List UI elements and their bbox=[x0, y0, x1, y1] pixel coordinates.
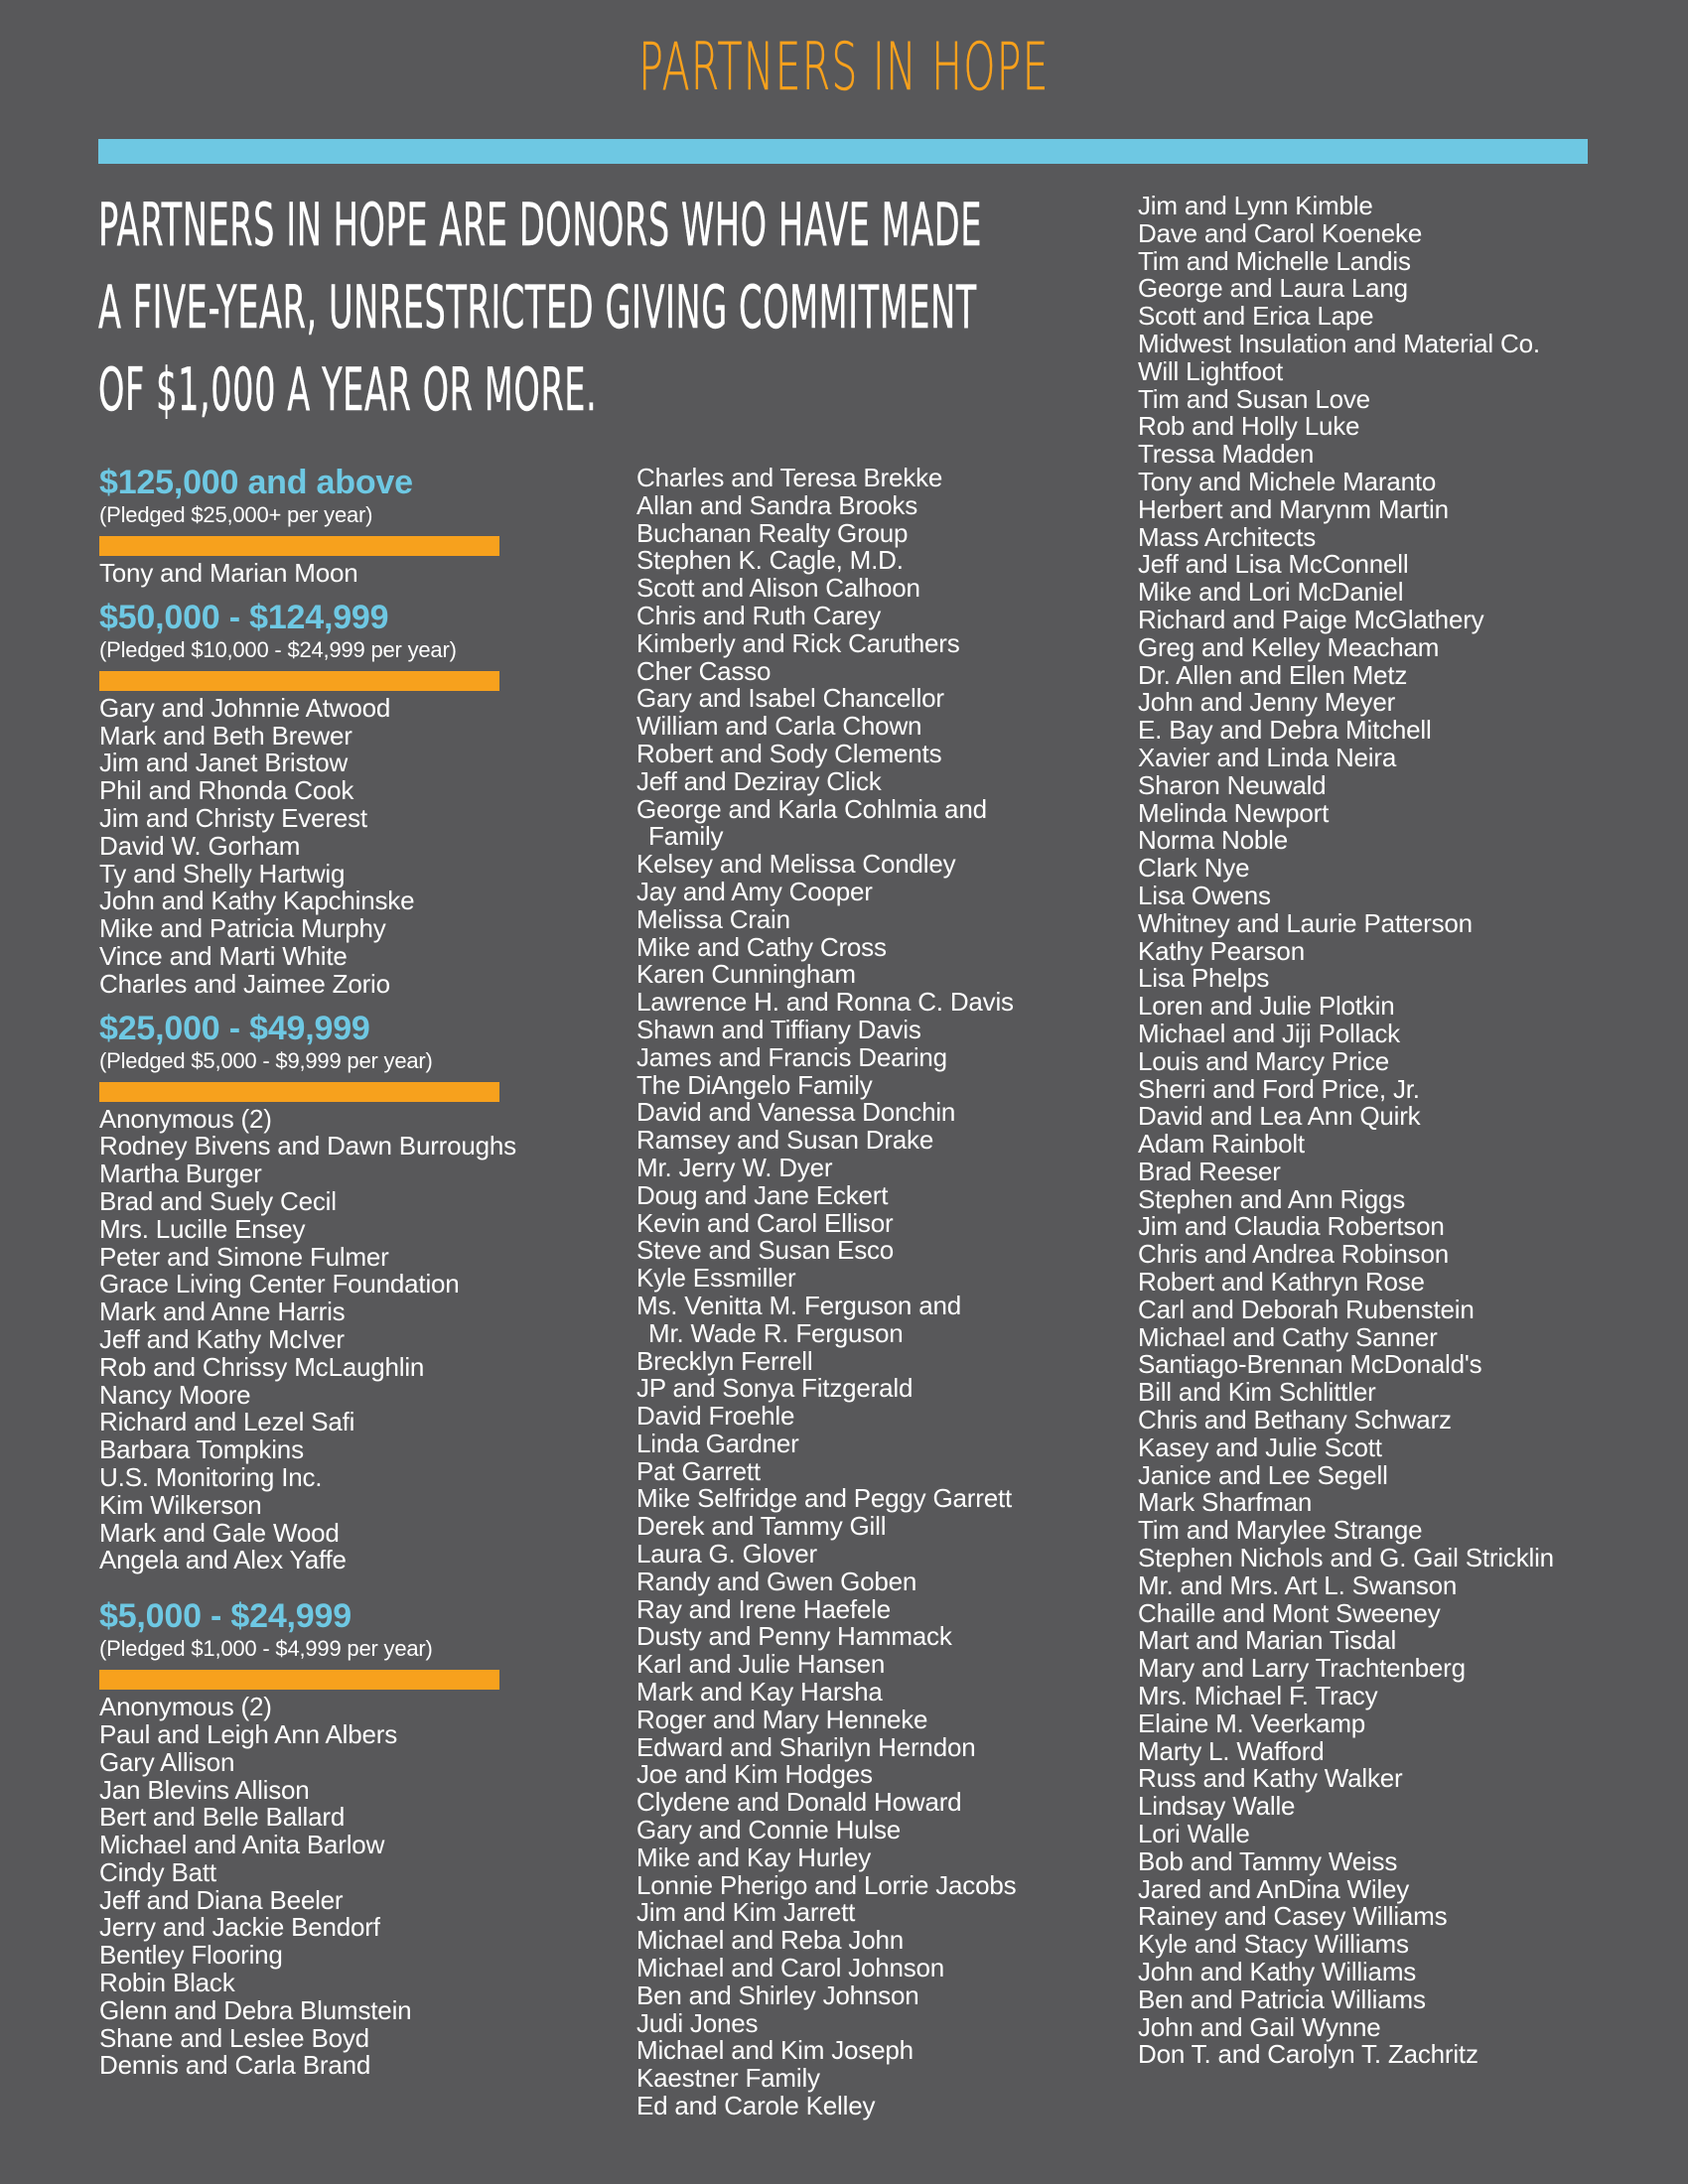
donor-name: Dusty and Penny Hammack bbox=[636, 1621, 952, 1652]
donor-name: Roger and Mary Henneke bbox=[636, 1704, 928, 1734]
donor-name: Mrs. Michael F. Tracy bbox=[1138, 1681, 1378, 1711]
donor-name: Jim and Claudia Robertson bbox=[1138, 1211, 1445, 1242]
donor-name: Michael and Jiji Pollack bbox=[1138, 1018, 1400, 1048]
donor-name: John and Jenny Meyer bbox=[1138, 687, 1396, 718]
donor-name: Greg and Kelley Meacham bbox=[1138, 631, 1440, 662]
donor-name: Rob and Chrissy McLaughlin bbox=[99, 1351, 425, 1382]
donor-name: Mike and Patricia Murphy bbox=[99, 913, 386, 944]
tier-divider-bar bbox=[99, 671, 499, 691]
donor-name: Anonymous (2) bbox=[99, 1103, 272, 1134]
donor-name: Richard and Lezel Safi bbox=[99, 1407, 355, 1437]
donor-name: Robert and Sody Clements bbox=[636, 738, 942, 768]
donor-name: Ben and Patricia Williams bbox=[1138, 1983, 1426, 2014]
donor-name: Jim and Janet Bristow bbox=[99, 748, 349, 778]
donor-name: The DiAngelo Family bbox=[636, 1069, 873, 1100]
donor-name: Dr. Allen and Ellen Metz bbox=[1138, 659, 1408, 690]
donor-name: Randy and Gwen Goben bbox=[636, 1566, 917, 1596]
donor-name: Kyle Essmiller bbox=[636, 1263, 796, 1294]
donor-column-2 bbox=[636, 465, 1133, 2120]
donor-name: Michael and Anita Barlow bbox=[99, 1830, 385, 1860]
donor-name: Mr. and Mrs. Art L. Swanson bbox=[1138, 1570, 1458, 1600]
donor-name: Santiago-Brennan McDonald's bbox=[1138, 1349, 1482, 1380]
donor-name: Scott and Erica Lape bbox=[1138, 301, 1374, 332]
donor-name: Shawn and Tiffiany Davis bbox=[636, 1014, 921, 1044]
tier-pledge: (Pledged $1,000 - $4,999 per year) bbox=[99, 1636, 433, 1662]
donor-name: Jim and Christy Everest bbox=[99, 802, 367, 833]
donor-name: Joe and Kim Hodges bbox=[636, 1759, 873, 1790]
tier-heading: $5,000 - $24,999 bbox=[99, 1597, 352, 1636]
donor-name: John and Kathy Williams bbox=[1138, 1957, 1417, 1986]
donor-name: Allan and Sandra Brooks bbox=[636, 489, 918, 520]
donor-name: Angela and Alex Yaffe bbox=[99, 1545, 347, 1575]
donor-name: Gary and Isabel Chancellor bbox=[636, 683, 944, 714]
donor-name: Steve and Susan Esco bbox=[636, 1235, 895, 1266]
donor-name: Robert and Kathryn Rose bbox=[1138, 1267, 1425, 1297]
donor-name: Jeff and Deziray Click bbox=[636, 765, 882, 796]
donor-name: Marty L. Wafford bbox=[1138, 1735, 1325, 1766]
donor-name: Jim and Kim Jarrett bbox=[636, 1897, 856, 1928]
donor-name: Don T. and Carolyn T. Zachritz bbox=[1138, 2039, 1478, 2070]
donor-name: Michael and Carol Johnson bbox=[636, 1953, 945, 1983]
donor-list bbox=[1138, 193, 1654, 2069]
donor-name: Judi Jones bbox=[636, 2007, 759, 2038]
donor-name: Brad Reeser bbox=[1138, 1156, 1281, 1186]
donor-name: Jeff and Diana Beeler bbox=[99, 1884, 344, 1915]
donor-name: David Froehle bbox=[636, 1401, 795, 1432]
donor-name: Chris and Ruth Carey bbox=[636, 600, 881, 630]
donor-name: Mike Selfridge and Peggy Garrett bbox=[636, 1483, 1013, 1514]
donor-name: Jared and AnDina Wiley bbox=[1138, 1873, 1410, 1904]
donor-name: Charles and Jaimee Zorio bbox=[99, 968, 390, 999]
donor-name: Lawrence H. and Ronna C. Davis bbox=[636, 987, 1014, 1018]
donor-name: Ty and Shelly Hartwig bbox=[99, 858, 346, 888]
donor-name: Ms. Venitta M. Ferguson and bbox=[636, 1290, 961, 1320]
donor-name: Tressa Madden bbox=[1138, 439, 1315, 470]
donor-name: Glenn and Debra Blumstein bbox=[99, 1994, 412, 2025]
donor-name: Mart and Marian Tisdal bbox=[1138, 1625, 1397, 1656]
donor-name: Herbert and Marynm Martin bbox=[1138, 493, 1449, 524]
donor-name: Grace Living Center Foundation bbox=[99, 1269, 460, 1299]
donor-name: Tim and Marylee Strange bbox=[1138, 1515, 1423, 1546]
donor-name: Paul and Leigh Ann Albers bbox=[99, 1718, 398, 1749]
donor-list bbox=[99, 560, 576, 588]
donor-name: U.S. Monitoring Inc. bbox=[99, 1461, 323, 1492]
donor-name: Ray and Irene Haefele bbox=[636, 1593, 891, 1624]
tier-5000 bbox=[99, 1596, 576, 2080]
donor-name: Gary and Johnnie Atwood bbox=[99, 692, 391, 723]
donor-name: Tony and Michele Maranto bbox=[1138, 466, 1437, 496]
donor-name: Sherri and Ford Price, Jr. bbox=[1138, 1073, 1420, 1104]
page-title: PARTNERS IN HOPE bbox=[638, 29, 1050, 105]
donor-name: Carl and Deborah Rubenstein bbox=[1138, 1294, 1475, 1324]
donor-name: Janice and Lee Segell bbox=[1138, 1459, 1388, 1490]
donor-name: Kathy Pearson bbox=[1138, 935, 1305, 966]
donor-name: Kasey and Julie Scott bbox=[1138, 1432, 1382, 1462]
donor-name: Jeff and Lisa McConnell bbox=[1138, 549, 1409, 580]
donor-list bbox=[99, 692, 576, 999]
donor-name: Family bbox=[648, 821, 724, 852]
donor-name: Cindy Batt bbox=[99, 1856, 216, 1887]
donor-name: Jerry and Jackie Bendorf bbox=[99, 1912, 380, 1943]
donor-name: Derek and Tammy Gill bbox=[636, 1511, 887, 1542]
donor-name: Chris and Andrea Robinson bbox=[1138, 1239, 1449, 1270]
intro-text bbox=[98, 185, 982, 432]
tier-125000 bbox=[99, 463, 576, 588]
donor-name: Robin Black bbox=[99, 1968, 235, 1998]
donor-name: Michael and Cathy Sanner bbox=[1138, 1321, 1438, 1352]
donor-name: Mr. Jerry W. Dyer bbox=[636, 1152, 833, 1182]
donor-name: Stephen Nichols and G. Gail Stricklin bbox=[1138, 1543, 1554, 1573]
donor-name: Chaille and Mont Sweeney bbox=[1138, 1597, 1441, 1628]
donor-name: Tim and Michelle Landis bbox=[1138, 245, 1411, 276]
tier-heading: $125,000 and above bbox=[99, 464, 413, 501]
tier-25000 bbox=[99, 1009, 576, 1575]
donor-name: Jan Blevins Allison bbox=[99, 1774, 310, 1805]
tier-pledge: (Pledged $5,000 - $9,999 per year) bbox=[99, 1047, 433, 1073]
donor-name: Mr. Wade R. Ferguson bbox=[648, 1317, 904, 1348]
donor-name: John and Kathy Kapchinske bbox=[99, 886, 415, 916]
donor-name: Mark and Anne Harris bbox=[99, 1297, 346, 1327]
donor-name: George and Laura Lang bbox=[1138, 273, 1408, 304]
tier-divider-bar bbox=[99, 536, 499, 556]
donor-name: Jim and Lynn Kimble bbox=[1138, 191, 1373, 220]
donor-name: Whitney and Laurie Patterson bbox=[1138, 907, 1473, 938]
donor-name: Kyle and Stacy Williams bbox=[1138, 1929, 1409, 1960]
donor-name: Mass Architects bbox=[1138, 521, 1317, 552]
donor-name: Jeff and Kathy McIver bbox=[99, 1323, 345, 1354]
donor-name: John and Gail Wynne bbox=[1138, 2011, 1381, 2042]
donor-name: Vince and Marti White bbox=[99, 940, 348, 971]
donor-name: Mary and Larry Trachtenberg bbox=[1138, 1653, 1466, 1684]
donor-name: Peter and Simone Fulmer bbox=[99, 1241, 389, 1272]
donor-name: Melissa Crain bbox=[636, 903, 790, 934]
donor-name: Lisa Phelps bbox=[1138, 963, 1270, 994]
donor-name: Dennis and Carla Brand bbox=[99, 2050, 371, 2081]
donor-name: Mike and Lori McDaniel bbox=[1138, 577, 1404, 608]
donor-name: Mark and Kay Harsha bbox=[636, 1677, 883, 1707]
donor-name: Tony and Marian Moon bbox=[99, 558, 358, 588]
donor-name: Ben and Shirley Johnson bbox=[636, 1979, 919, 2010]
donor-name: Nancy Moore bbox=[99, 1379, 251, 1410]
tier-50000 bbox=[99, 598, 576, 999]
donor-name: Laura G. Glover bbox=[636, 1539, 817, 1570]
donor-name: Phil and Rhonda Cook bbox=[99, 775, 354, 806]
donor-name: Ed and Carole Kelley bbox=[636, 2091, 876, 2121]
donor-column-3 bbox=[1138, 193, 1654, 2069]
tier-divider-bar bbox=[99, 1082, 499, 1102]
donor-name: Anonymous (2) bbox=[99, 1692, 272, 1722]
tier-pledge: (Pledged $25,000+ per year) bbox=[99, 502, 373, 527]
tier-divider-bar bbox=[99, 1670, 499, 1690]
donor-name: Lori Walle bbox=[1138, 1819, 1250, 1849]
donor-name: Rob and Holly Luke bbox=[1138, 411, 1360, 442]
donor-name: Russ and Kathy Walker bbox=[1138, 1763, 1403, 1794]
donor-name: Sharon Neuwald bbox=[1138, 769, 1327, 800]
donor-name: Martha Burger bbox=[99, 1159, 262, 1189]
donor-name: Will Lightfoot bbox=[1138, 355, 1284, 386]
donor-name: Clydene and Donald Howard bbox=[636, 1787, 962, 1818]
tier-heading: $25,000 - $49,999 bbox=[99, 1009, 370, 1047]
donor-name: Kelsey and Melissa Condley bbox=[636, 849, 956, 880]
intro-line: A FIVE-YEAR, UNRESTRICTED GIVING COMMITMENT bbox=[98, 273, 977, 342]
donor-name: Loren and Julie Plotkin bbox=[1138, 991, 1395, 1022]
donor-name: Mrs. Lucille Ensey bbox=[99, 1213, 306, 1244]
donor-name: Mike and Cathy Cross bbox=[636, 931, 887, 962]
donor-name: Bert and Belle Ballard bbox=[99, 1802, 346, 1833]
donor-name: Louis and Marcy Price bbox=[1138, 1045, 1390, 1076]
donor-name: Scott and Alison Calhoon bbox=[636, 573, 920, 604]
donor-name: Rodney Bivens and Dawn Burroughs bbox=[99, 1131, 516, 1161]
donor-name: Bill and Kim Schlittler bbox=[1138, 1377, 1376, 1408]
donor-name: Tim and Susan Love bbox=[1138, 383, 1370, 414]
donor-name: Lisa Owens bbox=[1138, 880, 1271, 910]
donor-list bbox=[636, 465, 1133, 2120]
donor-name: David and Lea Ann Quirk bbox=[1138, 1101, 1421, 1132]
donor-name: Edward and Sharilyn Herndon bbox=[636, 1731, 976, 1762]
intro-line: PARTNERS IN HOPE ARE DONORS WHO HAVE MADE bbox=[98, 191, 982, 260]
tier-pledge: (Pledged $10,000 - $24,999 per year) bbox=[99, 636, 457, 662]
donor-name: Mark and Gale Wood bbox=[99, 1517, 340, 1548]
donor-name: Mike and Kay Hurley bbox=[636, 1842, 872, 1872]
donor-name: Charles and Teresa Brekke bbox=[636, 463, 943, 492]
donor-name: Buchanan Realty Group bbox=[636, 517, 909, 548]
donor-name: George and Karla Cohlmia and bbox=[636, 793, 987, 824]
donor-name: Kevin and Carol Ellisor bbox=[636, 1207, 894, 1238]
donor-name: Pat Garrett bbox=[636, 1455, 761, 1486]
donor-column-1 bbox=[99, 463, 576, 2080]
title-accent-bar bbox=[98, 139, 1588, 164]
donor-name: Gary and Connie Hulse bbox=[636, 1815, 902, 1845]
donor-name: David and Vanessa Donchin bbox=[636, 1097, 956, 1128]
donor-list bbox=[99, 1694, 576, 2080]
tier-heading: $50,000 - $124,999 bbox=[99, 598, 389, 636]
donor-name: Karl and Julie Hansen bbox=[636, 1649, 886, 1680]
donor-name: Stephen K. Cagle, M.D. bbox=[636, 545, 904, 576]
donor-name: Dave and Carol Koeneke bbox=[1138, 217, 1423, 248]
donor-name: Bob and Tammy Weiss bbox=[1138, 1845, 1398, 1876]
donor-name: Michael and Reba John bbox=[636, 1925, 904, 1956]
donor-name: Ramsey and Susan Drake bbox=[636, 1125, 934, 1156]
donor-name: Linda Gardner bbox=[636, 1428, 799, 1458]
donor-name: Kimberly and Rick Caruthers bbox=[636, 627, 960, 658]
donor-name: Brecklyn Ferrell bbox=[636, 1345, 813, 1376]
donor-name: E. Bay and Debra Mitchell bbox=[1138, 715, 1432, 746]
donor-name: James and Francis Dearing bbox=[636, 1041, 947, 1072]
donor-list bbox=[99, 1103, 576, 1575]
donor-name: Melinda Newport bbox=[1138, 797, 1330, 828]
donor-name: Gary Allison bbox=[99, 1746, 235, 1777]
donor-name: Kaestner Family bbox=[636, 2063, 820, 2094]
donor-name: Chris and Bethany Schwarz bbox=[1138, 1405, 1452, 1435]
donor-name: Adam Rainbolt bbox=[1138, 1129, 1305, 1160]
donor-name: Richard and Paige McGlathery bbox=[1138, 604, 1484, 634]
donor-name: Jay and Amy Cooper bbox=[636, 876, 873, 906]
donor-name: David W. Gorham bbox=[99, 830, 301, 861]
donor-name: Kim Wilkerson bbox=[99, 1489, 262, 1520]
donor-name: Midwest Insulation and Material Co. bbox=[1138, 328, 1540, 358]
donor-name: Stephen and Ann Riggs bbox=[1138, 1183, 1406, 1214]
donor-name: Lonnie Pherigo and Lorrie Jacobs bbox=[636, 1869, 1017, 1900]
donor-name: JP and Sonya Fitzgerald bbox=[636, 1373, 914, 1404]
donor-name: Shane and Leslee Boyd bbox=[99, 2022, 369, 2053]
intro-line: OF $1,000 A YEAR OR MORE. bbox=[98, 355, 598, 425]
donor-name: William and Carla Chown bbox=[636, 711, 922, 742]
donor-name: Clark Nye bbox=[1138, 853, 1250, 884]
donor-name: Cher Casso bbox=[636, 655, 772, 686]
donor-name: Rainey and Casey Williams bbox=[1138, 1901, 1448, 1932]
donor-name: Brad and Suely Cecil bbox=[99, 1185, 337, 1216]
donor-name: Lindsay Walle bbox=[1138, 1791, 1296, 1822]
donor-name: Elaine M. Veerkamp bbox=[1138, 1707, 1366, 1738]
donor-name: Barbara Tompkins bbox=[99, 1434, 304, 1465]
donor-name: Mark and Beth Brewer bbox=[99, 720, 352, 751]
donor-name: Doug and Jane Eckert bbox=[636, 1179, 889, 1210]
donor-name: Norma Noble bbox=[1138, 825, 1288, 856]
donor-name: Karen Cunningham bbox=[636, 959, 856, 990]
donor-name: Michael and Kim Joseph bbox=[636, 2035, 914, 2066]
donor-name: Mark Sharfman bbox=[1138, 1487, 1313, 1518]
donor-name: Xavier and Linda Neira bbox=[1138, 742, 1397, 772]
donor-name: Bentley Flooring bbox=[99, 1940, 283, 1971]
